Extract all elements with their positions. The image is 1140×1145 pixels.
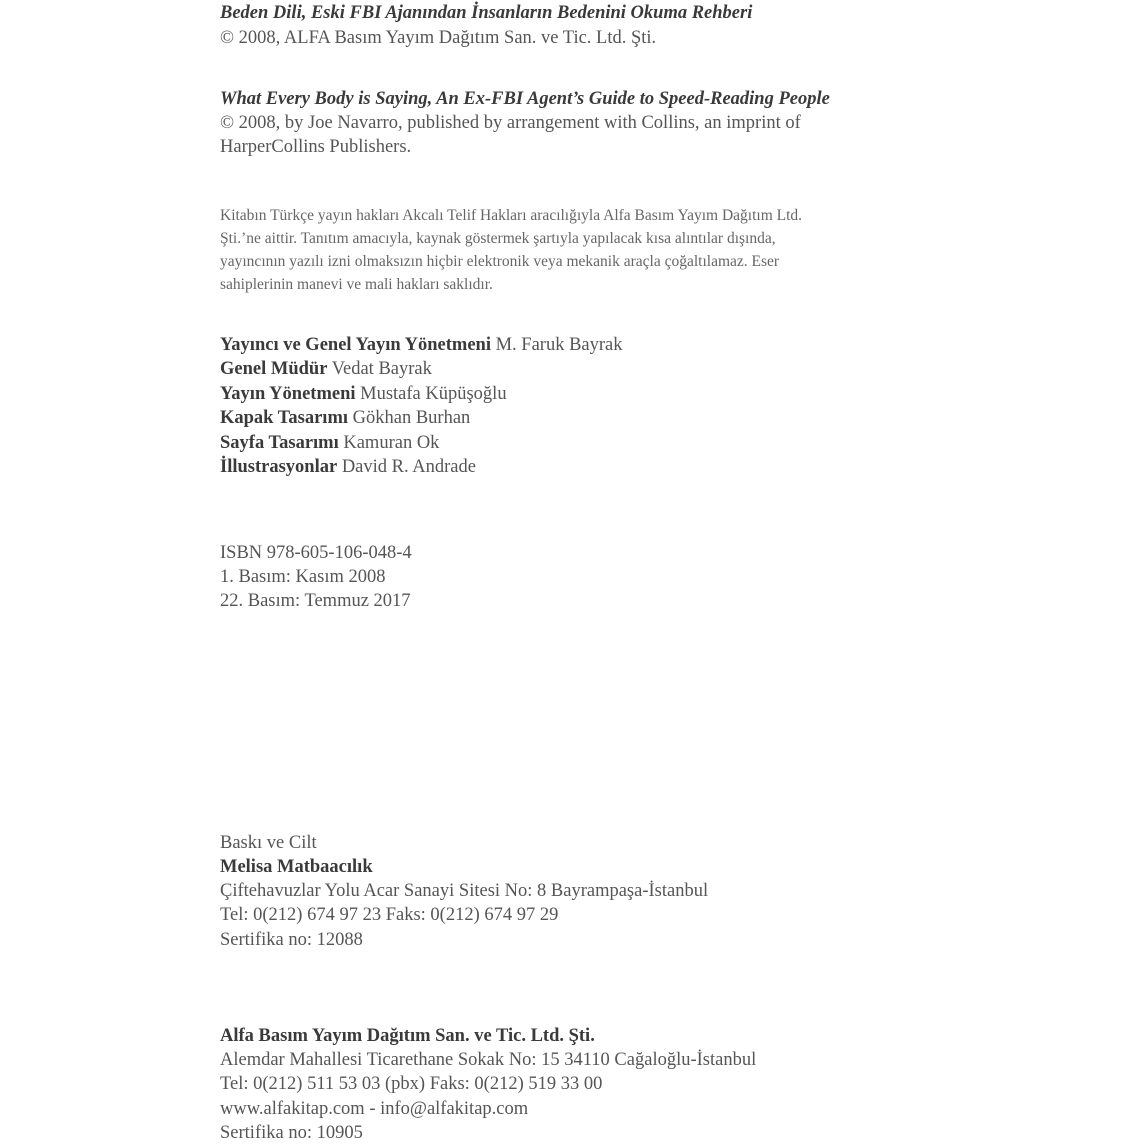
rights-notice-line2: Şti.’ne aittir. Tanıtım amacıyla, kaynak göstermek şartıyla yapılacak kısa alıntılar dışında,	[220, 230, 776, 247]
rights-notice-line3: yayıncının yazılı izni olmaksızın hiçbir elektronik veya mekanik araçla çoğaltılamaz. Eser	[220, 253, 780, 270]
credit-name: M. Faruk Bayrak	[495, 335, 623, 355]
printer-certificate: Sertifika no: 12088	[220, 930, 363, 950]
isbn: ISBN 978-605-106-048-4	[220, 543, 412, 563]
credit-line	[220, 455, 476, 479]
rights-notice-line4: sahiplerinin manevi ve mali hakları saklıdır.	[220, 276, 493, 293]
first-print: 1. Basım: Kasım 2008	[220, 567, 386, 587]
credit-name: David R. Andrade	[341, 457, 476, 477]
rights-notice-line1: Kitabın Türkçe yayın hakları Akcalı Telif Hakları aracılığıyla Alfa Basım Yayım Dağıtım Ltd.	[220, 207, 803, 224]
credit-role: Sayfa Tasarımı	[220, 433, 339, 453]
publisher-phone-fax: Tel: 0(212) 511 53 03 (pbx) Faks: 0(212) 519 33 00	[220, 1074, 603, 1094]
turkish-title: Beden Dili, Eski FBI Ajanından İnsanların Bedenini Okuma Rehberi	[220, 3, 753, 23]
credit-line	[220, 431, 439, 455]
turkish-copyright: © 2008, ALFA Basım Yayım Dağıtım San. ve Tic. Ltd. Şti.	[220, 28, 657, 48]
original-title: What Every Body is Saying, An Ex-FBI Agent’s Guide to Speed-Reading People	[220, 89, 830, 109]
printer-phone-fax: Tel: 0(212) 674 97 23 Faks: 0(212) 674 97 29	[220, 905, 559, 925]
credit-role: Kapak Tasarımı	[220, 408, 349, 428]
credit-line	[220, 357, 432, 381]
publisher-name: Alfa Basım Yayım Dağıtım San. ve Tic. Ltd. Şti.	[220, 1026, 595, 1046]
printer-address: Çiftehavuzlar Yolu Acar Sanayi Sitesi No: 8 Bayrampaşa-İstanbul	[220, 881, 709, 901]
original-copyright-line1: © 2008, by Joe Navarro, published by arrangement with Collins, an imprint of	[220, 113, 801, 133]
publisher-address: Alemdar Mahallesi Ticarethane Sokak No: 15 34110 Cağaloğlu-İstanbul	[220, 1050, 757, 1070]
credit-line	[220, 333, 623, 357]
printer-name: Melisa Matbaacılık	[220, 857, 373, 877]
publisher-certificate: Sertifika no: 10905	[220, 1123, 363, 1143]
original-copyright-line2: HarperCollins Publishers.	[220, 137, 412, 157]
credit-role: İllustrasyonlar	[220, 457, 338, 477]
current-print: 22. Basım: Temmuz 2017	[220, 591, 411, 611]
credit-role: Yayıncı ve Genel Yayın Yönetmeni	[220, 335, 491, 355]
credit-role: Genel Müdür	[220, 359, 328, 379]
credit-line	[220, 382, 507, 406]
publisher-web-email: www.alfakitap.com - info@alfakitap.com	[220, 1099, 529, 1119]
credit-name: Mustafa Küpüşoğlu	[360, 384, 507, 404]
credit-line	[220, 406, 470, 430]
credit-role: Yayın Yönetmeni	[220, 384, 356, 404]
credit-name: Gökhan Burhan	[352, 408, 471, 428]
printer-heading: Baskı ve Cilt	[220, 833, 317, 853]
credit-name: Kamuran Ok	[343, 433, 440, 453]
credit-name: Vedat Bayrak	[331, 359, 432, 379]
